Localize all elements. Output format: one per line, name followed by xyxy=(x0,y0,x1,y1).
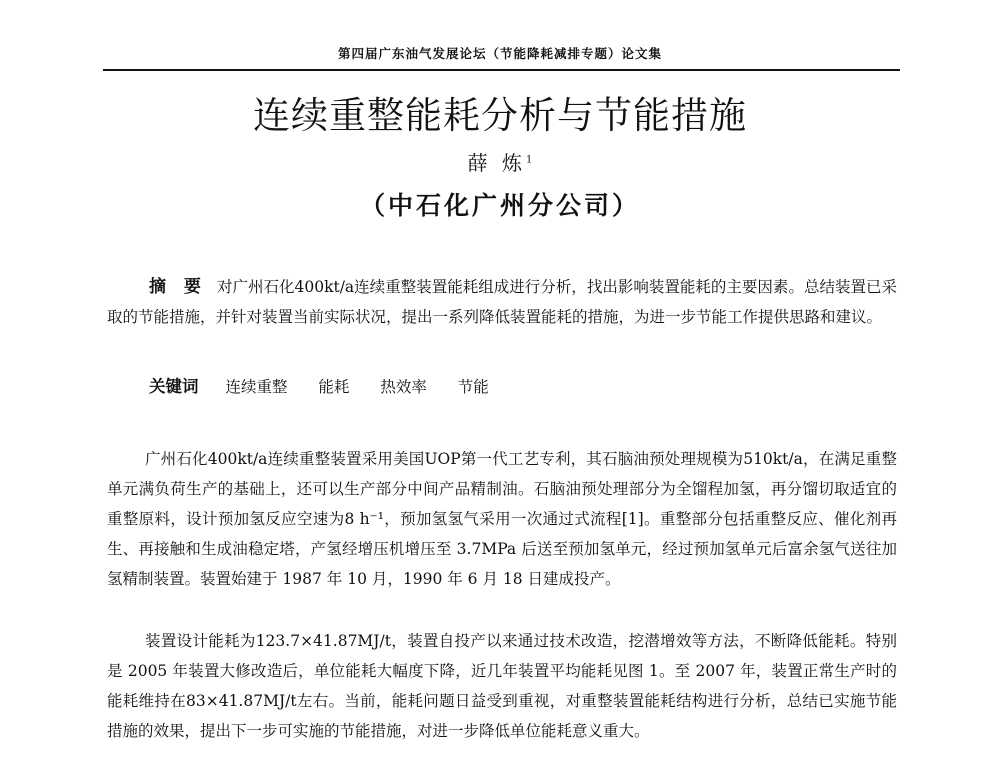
body-paragraph-2: 装置设计能耗为123.7×41.87MJ/t，装置自投产以来通过技术改造，挖潜增效等方法，不断降低能耗。特别是 2005 年装置大修改造后，单位能耗大幅度下降，近几年装置平均能耗见图 1。至 2007 年，装置正常生产时的能耗维持在83×41.87MJ/t左右。当前，能耗问题日益受到重视，对重整装置能耗结构进行分析，总结已实施节能措施的效果，提出下一步可实施的节能措施，对进一步降低单位能耗意义重大。 xyxy=(107,632,897,740)
running-header: 第四届广东油气发展论坛（节能降耗减排专题）论文集 xyxy=(337,46,662,61)
keyword: 连续重整 xyxy=(225,378,288,396)
keywords-label: 关键词 xyxy=(149,377,199,396)
abstract xyxy=(107,272,897,332)
header-rule xyxy=(103,69,900,71)
body-paragraph-1: 广州石化400kt/a连续重整装置采用美国UOP第一代工艺专利，其石脑油预处理规模为510kt/a，在满足重整单元满负荷生产的基础上，还可以生产部分中间产品精制油。石脑油预处理部分为全馏程加氢，再分馏切取适宜的重整原料，设计预加氢反应空速为8 h⁻¹，预加氢氢气采用一次通过式流程[1]。重整部分包括重整反应、催化剂再生、再接触和生成油稳定塔，产氢经增压机增压至 3.7MPa 后送至预加氢单元，经过预加氢单元后富余氢气送往加氢精制装置。装置始建于 1987 年 10 月，1990 年 6 月 18 日建成投产。 xyxy=(107,450,897,588)
keywords xyxy=(149,373,515,401)
affiliation: （中石化广州分公司） xyxy=(359,191,640,220)
keyword: 节能 xyxy=(457,378,489,396)
abstract-label: 摘 要 xyxy=(149,277,207,297)
author-affiliation-mark: 1 xyxy=(525,154,533,166)
author-line xyxy=(0,147,1000,176)
keyword: 能耗 xyxy=(318,378,350,396)
paper-title: 连续重整能耗分析与节能措施 xyxy=(253,94,747,137)
author-name: 薛 炼 xyxy=(467,151,526,175)
abstract-text: 对广州石化400kt/a连续重整装置能耗组成进行分析，找出影响装置能耗的主要因素。总结装置已采取的节能措施，并针对装置当前实际状况，提出一系列降低装置能耗的措施，为进一步节能工作提供思路和建议。 xyxy=(107,278,897,326)
keyword: 热效率 xyxy=(380,378,427,396)
